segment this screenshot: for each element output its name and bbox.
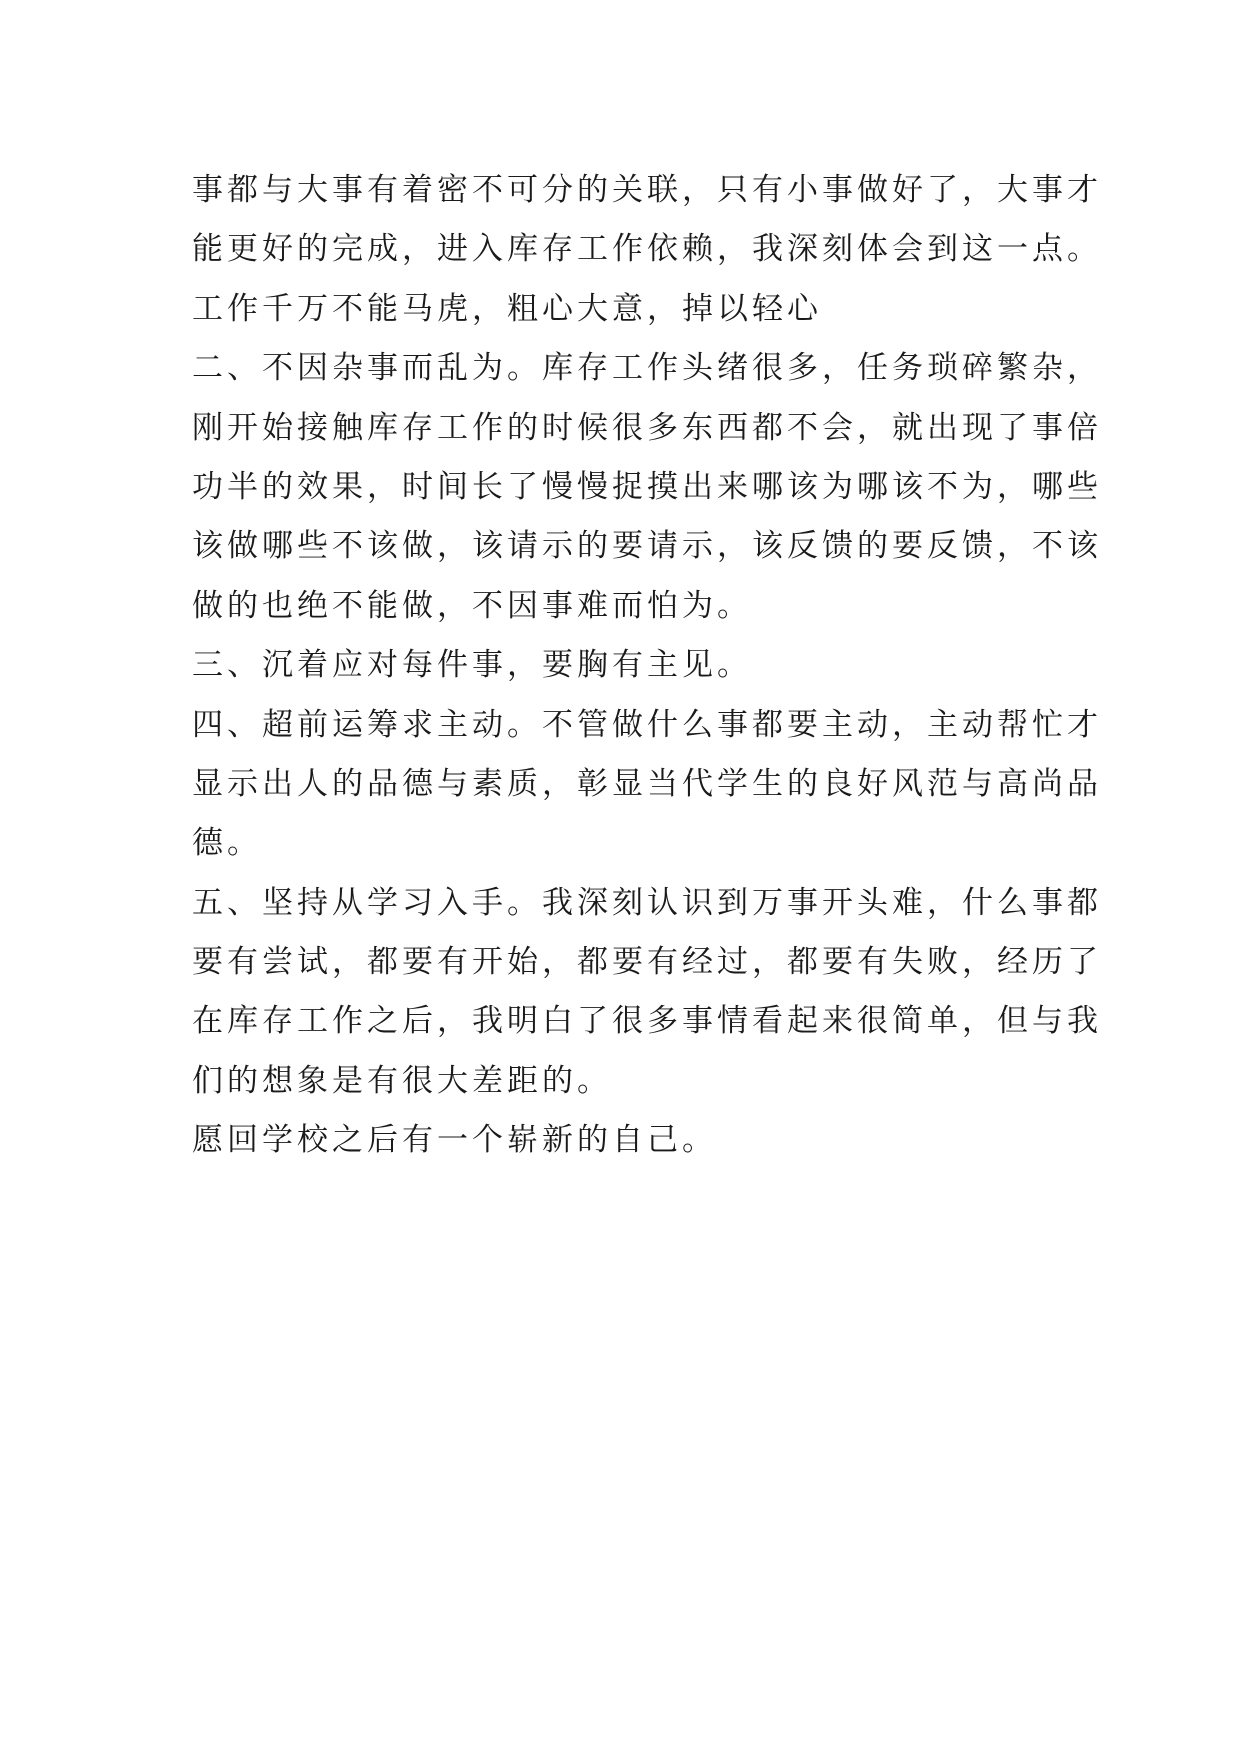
body-text — [192, 161, 1102, 1171]
text-line: 显示出人的品德与素质，彰显当代学生的良好风范与高尚品 — [192, 765, 1102, 802]
text-line: 在库存工作之后，我明白了很多事情看起来很简单，但与我 — [192, 1003, 1102, 1040]
text-line: 要有尝试，都要有开始，都要有经过，都要有失败，经历了 — [192, 944, 1102, 981]
text-line: 功半的效果，时间长了慢慢捉摸出来哪该为哪该不为，哪些 — [192, 468, 1102, 505]
text-line: 德。 — [192, 825, 262, 862]
text-line: 该做哪些不该做，该请示的要请示，该反馈的要反馈，不该 — [192, 528, 1102, 565]
text-line: 工作千万不能马虎，粗心大意，掉以轻心 — [192, 290, 822, 327]
text-line: 能更好的完成，进入库存工作依赖，我深刻体会到这一点。 — [192, 231, 1102, 268]
section-three-heading-line: 三、沉着应对每件事，要胸有主见。 — [192, 647, 752, 684]
text-line: 事都与大事有着密不可分的关联，只有小事做好了，大事才 — [192, 172, 1102, 208]
text-line: 们的想象是有很大差距的。 — [192, 1062, 612, 1099]
text-line: 刚开始接触库存工作的时候很多东西都不会，就出现了事倍 — [192, 409, 1102, 446]
section-five-heading-line: 五、坚持从学习入手。我深刻认识到万事开头难，什么事都 — [192, 884, 1102, 921]
text-line: 做的也绝不能做，不因事难而怕为。 — [192, 587, 752, 624]
closing-line: 愿回学校之后有一个崭新的自己。 — [192, 1122, 717, 1159]
section-four-heading-line: 四、超前运筹求主动。不管做什么事都要主动，主动帮忙才 — [192, 706, 1102, 743]
section-two-heading-line: 二、不因杂事而乱为。库存工作头绪很多，任务琐碎繁杂， — [192, 350, 1102, 387]
